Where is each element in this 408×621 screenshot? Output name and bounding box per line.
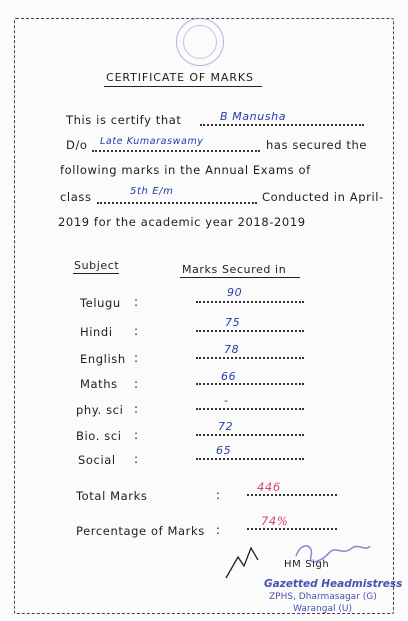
total-marks-value: 446 <box>257 480 281 494</box>
subject-name: Telugu <box>80 296 121 310</box>
subject-name: phy. sci <box>76 403 124 417</box>
parent-name: Late Kumaraswamy <box>100 136 204 147</box>
subject-marks: 65 <box>216 444 232 457</box>
subject-name: Maths <box>80 377 118 391</box>
stamp-school: ZPHS, Dharmasagar (G) <box>269 592 377 602</box>
student-name: B Manusha <box>220 110 287 123</box>
subject-name: Bio. sci <box>76 429 122 443</box>
line4-suffix: Conducted in April- <box>262 190 384 204</box>
line5-text: 2019 for the academic year 2018-2019 <box>58 215 306 229</box>
subject-marks: 78 <box>224 343 240 356</box>
subject-marks: - <box>224 394 229 407</box>
certificate-page: CERTIFICATE OF MARKS This is certify that B Manusha D/o Late Kumaraswamy has secured the following marks in the Annual Exams of class 5th E/m Conducted in April- 2019 for the academic year 2018-2019 Subject Marks Secured in Telugu : 90 Hindi : 75 English : 78 Maths : 66 phy. sci : - Bio. sci : 72 Social : 65 Total Marks : 446 Percentage of Marks : 74% HM Sigh Gazetted Headmistress ZPHS, Dharmasagar (G) Warangal (U) <box>0 0 408 621</box>
certificate-title: CERTIFICATE OF MARKS <box>106 71 254 84</box>
subject-header: Subject <box>74 259 120 272</box>
line3-text: following marks in the Annual Exams of <box>60 163 311 177</box>
subject-marks: 75 <box>225 316 241 329</box>
subject-marks: 66 <box>221 370 237 383</box>
percentage-value: 74% <box>261 514 289 528</box>
line4-prefix: class <box>60 190 92 204</box>
subject-name: English <box>80 352 126 366</box>
subject-marks: 72 <box>218 420 234 433</box>
line2-prefix: D/o <box>66 138 88 152</box>
line2-suffix: has secured the <box>266 138 368 152</box>
hm-signature-label: HM Sigh <box>284 559 330 570</box>
total-marks-label: Total Marks <box>76 489 148 503</box>
percentage-label: Percentage of Marks <box>76 524 205 538</box>
subject-name: Hindi <box>80 325 113 339</box>
line1-prefix: This is certify that <box>66 113 182 127</box>
stamp-title: Gazetted Headmistress <box>264 578 403 590</box>
subject-marks: 90 <box>227 286 243 299</box>
stamp-location: Warangal (U) <box>293 604 352 614</box>
subject-name: Social <box>78 453 116 467</box>
class-value: 5th E/m <box>130 186 174 197</box>
marks-header: Marks Secured in <box>182 263 287 276</box>
